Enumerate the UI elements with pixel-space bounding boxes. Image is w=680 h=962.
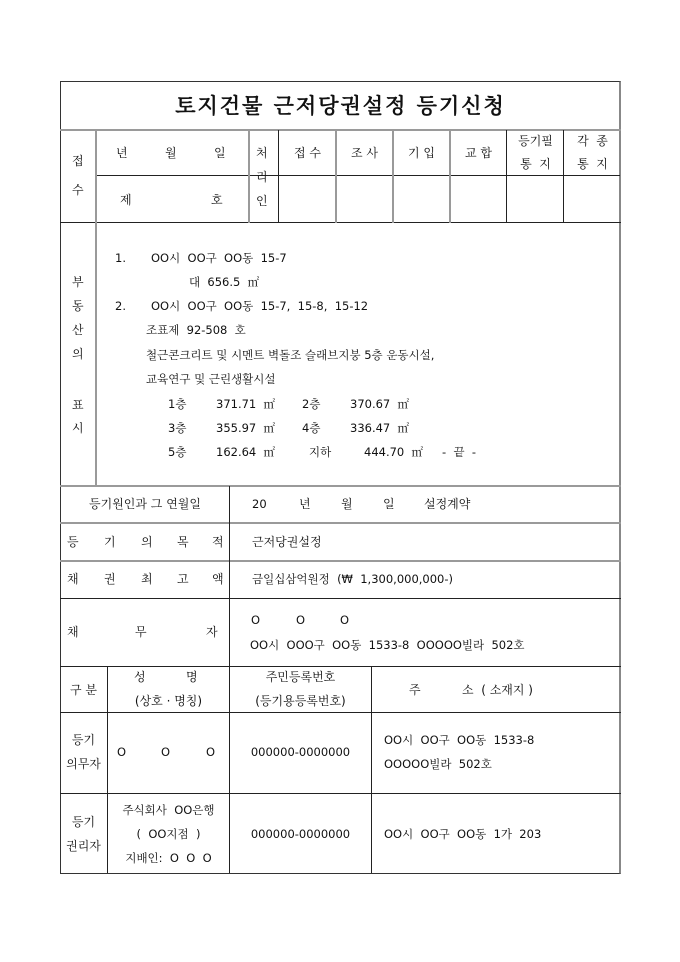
floor-label: 지하: [309, 445, 332, 459]
cause-type: 설정계약: [424, 497, 471, 511]
obligor-category: 의무자: [66, 757, 101, 771]
category-header: 구 분: [70, 683, 97, 697]
item-number: 1.: [115, 251, 126, 265]
reception-label-char: 접: [72, 154, 84, 168]
property-label-char: 동: [72, 299, 84, 313]
divider: [248, 130, 250, 223]
receipt-stamp-field[interactable]: [279, 176, 335, 222]
floor-label: 1층: [168, 397, 187, 411]
completion-notice-field[interactable]: [507, 176, 563, 222]
address-header-left: 주: [409, 683, 421, 697]
obligor-name-mark: O: [206, 745, 216, 759]
divider: [371, 666, 372, 873]
divider: [60, 129, 621, 131]
column-collation: 교 합: [465, 146, 492, 160]
year-label: 년: [116, 146, 128, 160]
property-label-char: 표: [72, 398, 84, 412]
cause-label: 등기원인과 그 연월일: [89, 497, 201, 511]
column-inspection: 조 사: [351, 146, 378, 160]
divider: [95, 223, 97, 486]
column-various-notice: 각 종: [577, 134, 608, 148]
divider: [60, 712, 621, 713]
column-various-notice: 통 지: [577, 157, 608, 171]
obligor-address-line2: OOOOO빌라 502호: [384, 757, 492, 771]
handler-label-char: 인: [256, 194, 268, 208]
column-completion-notice: 등기필: [518, 134, 553, 148]
item2-use: 교육연구 및 근린생활시설: [146, 372, 276, 386]
purpose-label-char: 등: [67, 535, 79, 549]
handler-label-char: 리: [256, 170, 268, 184]
item2-address: OO시 OO구 OO동 15-7, 15-8, 15-12: [151, 299, 369, 313]
divider: [60, 560, 621, 562]
handler-label-char: 처: [256, 146, 268, 160]
floor-label: 5층: [168, 445, 187, 459]
divider: [60, 598, 621, 599]
obligee-category: 등기: [71, 815, 96, 829]
debtor-address: OO시 OOO구 OO동 1533-8 OOOOO빌라 502호: [250, 638, 525, 652]
column-completion-notice: 통 지: [520, 157, 551, 171]
cause-year-label: 년: [299, 497, 311, 511]
various-notice-field[interactable]: [564, 176, 620, 222]
item1-land-area: 대 656.5 ㎡: [189, 275, 260, 289]
number-suffix-label: 호: [211, 193, 223, 207]
floor-label: 4층: [302, 421, 321, 435]
obligee-manager: 지배인: O O O: [125, 851, 212, 865]
obligor-name-mark: O: [161, 745, 171, 759]
obligee-branch: ( OO지점 ): [136, 827, 201, 841]
floor-area: 444.70 ㎡: [364, 445, 424, 459]
debtor-label-char: 채: [67, 625, 79, 639]
end-mark: - 끝 -: [442, 445, 477, 459]
amount-label-char: 채: [67, 572, 79, 586]
floor-area: 370.67 ㎡: [350, 397, 410, 411]
floor-area: 371.71 ㎡: [216, 397, 276, 411]
divider: [60, 666, 621, 667]
property-label-char: 산: [72, 323, 84, 337]
debtor-label-char: 자: [206, 625, 218, 639]
obligee-category: 권리자: [66, 839, 101, 853]
collation-stamp-field[interactable]: [451, 176, 506, 222]
column-receipt: 접 수: [294, 146, 321, 160]
item2-building-number: 조표제 92-508 호: [146, 323, 246, 337]
divider: [60, 793, 621, 794]
divider: [60, 485, 621, 487]
purpose-label-char: 적: [212, 535, 224, 549]
address-header-right: 소 ( 소재지 ): [462, 683, 533, 697]
divider: [95, 130, 97, 223]
id-header: 주민등록번호: [265, 670, 336, 684]
number-prefix-label: 제: [120, 193, 132, 207]
item-number: 2.: [115, 299, 126, 313]
month-label: 월: [165, 146, 177, 160]
debtor-label-char: 무: [135, 625, 147, 639]
divider: [60, 222, 621, 223]
floor-label: 3층: [168, 421, 187, 435]
name-header-sub: (상호 · 명칭): [134, 694, 203, 708]
divider: [229, 486, 230, 667]
property-label-char: 의: [72, 347, 84, 361]
cause-month-label: 월: [341, 497, 353, 511]
cause-day-label: 일: [383, 497, 395, 511]
obligor-id: 000000-0000000: [250, 745, 351, 759]
id-header-sub: (등기용등록번호): [255, 694, 346, 708]
page-title: 토지건물 근저당권설정 등기신청: [175, 93, 506, 118]
obligee-name: 주식회사 OO은행: [122, 803, 215, 817]
purpose-value: 근저당권설정: [252, 535, 322, 549]
debtor-name-mark: O: [251, 613, 261, 627]
divider: [60, 522, 621, 524]
obligee-address: OO시 OO구 OO동 1가 203: [384, 827, 542, 841]
cause-year-prefix: 20: [252, 497, 267, 511]
purpose-label-char: 기: [104, 535, 116, 549]
purpose-label-char: 목: [177, 535, 189, 549]
max-amount-value: 금일십삼억원정 (₩ 1,300,000,000-): [252, 572, 454, 586]
property-label-char: 시: [72, 421, 84, 435]
obligee-id: 000000-0000000: [250, 827, 351, 841]
floor-label: 2층: [302, 397, 321, 411]
amount-label-char: 고: [177, 572, 189, 586]
inspection-stamp-field[interactable]: [337, 176, 392, 222]
reception-label-char: 수: [72, 183, 84, 197]
name-header-char: 성: [134, 670, 146, 684]
obligor-category: 등기: [71, 733, 96, 747]
column-entry: 기 입: [408, 146, 435, 160]
obligor-address-line1: OO시 OO구 OO동 1533-8: [384, 733, 535, 747]
amount-label-char: 액: [212, 572, 224, 586]
amount-label-char: 최: [141, 572, 153, 586]
day-label: 일: [214, 146, 226, 160]
name-header-char: 명: [186, 670, 198, 684]
floor-area: 336.47 ㎡: [350, 421, 410, 435]
purpose-label-char: 의: [141, 535, 153, 549]
obligor-name-mark: O: [117, 745, 127, 759]
debtor-name-mark: O: [296, 613, 306, 627]
floor-area: 355.97 ㎡: [216, 421, 276, 435]
property-label-char: 부: [72, 275, 84, 289]
debtor-name-mark: O: [340, 613, 350, 627]
item1-address: OO시 OO구 OO동 15-7: [151, 251, 287, 265]
entry-stamp-field[interactable]: [394, 176, 449, 222]
amount-label-char: 권: [104, 572, 116, 586]
floor-area: 162.64 ㎡: [216, 445, 276, 459]
item2-structure: 철근콘크리트 및 시멘트 벽돌조 슬래브지붕 5층 운동시설,: [146, 348, 435, 362]
